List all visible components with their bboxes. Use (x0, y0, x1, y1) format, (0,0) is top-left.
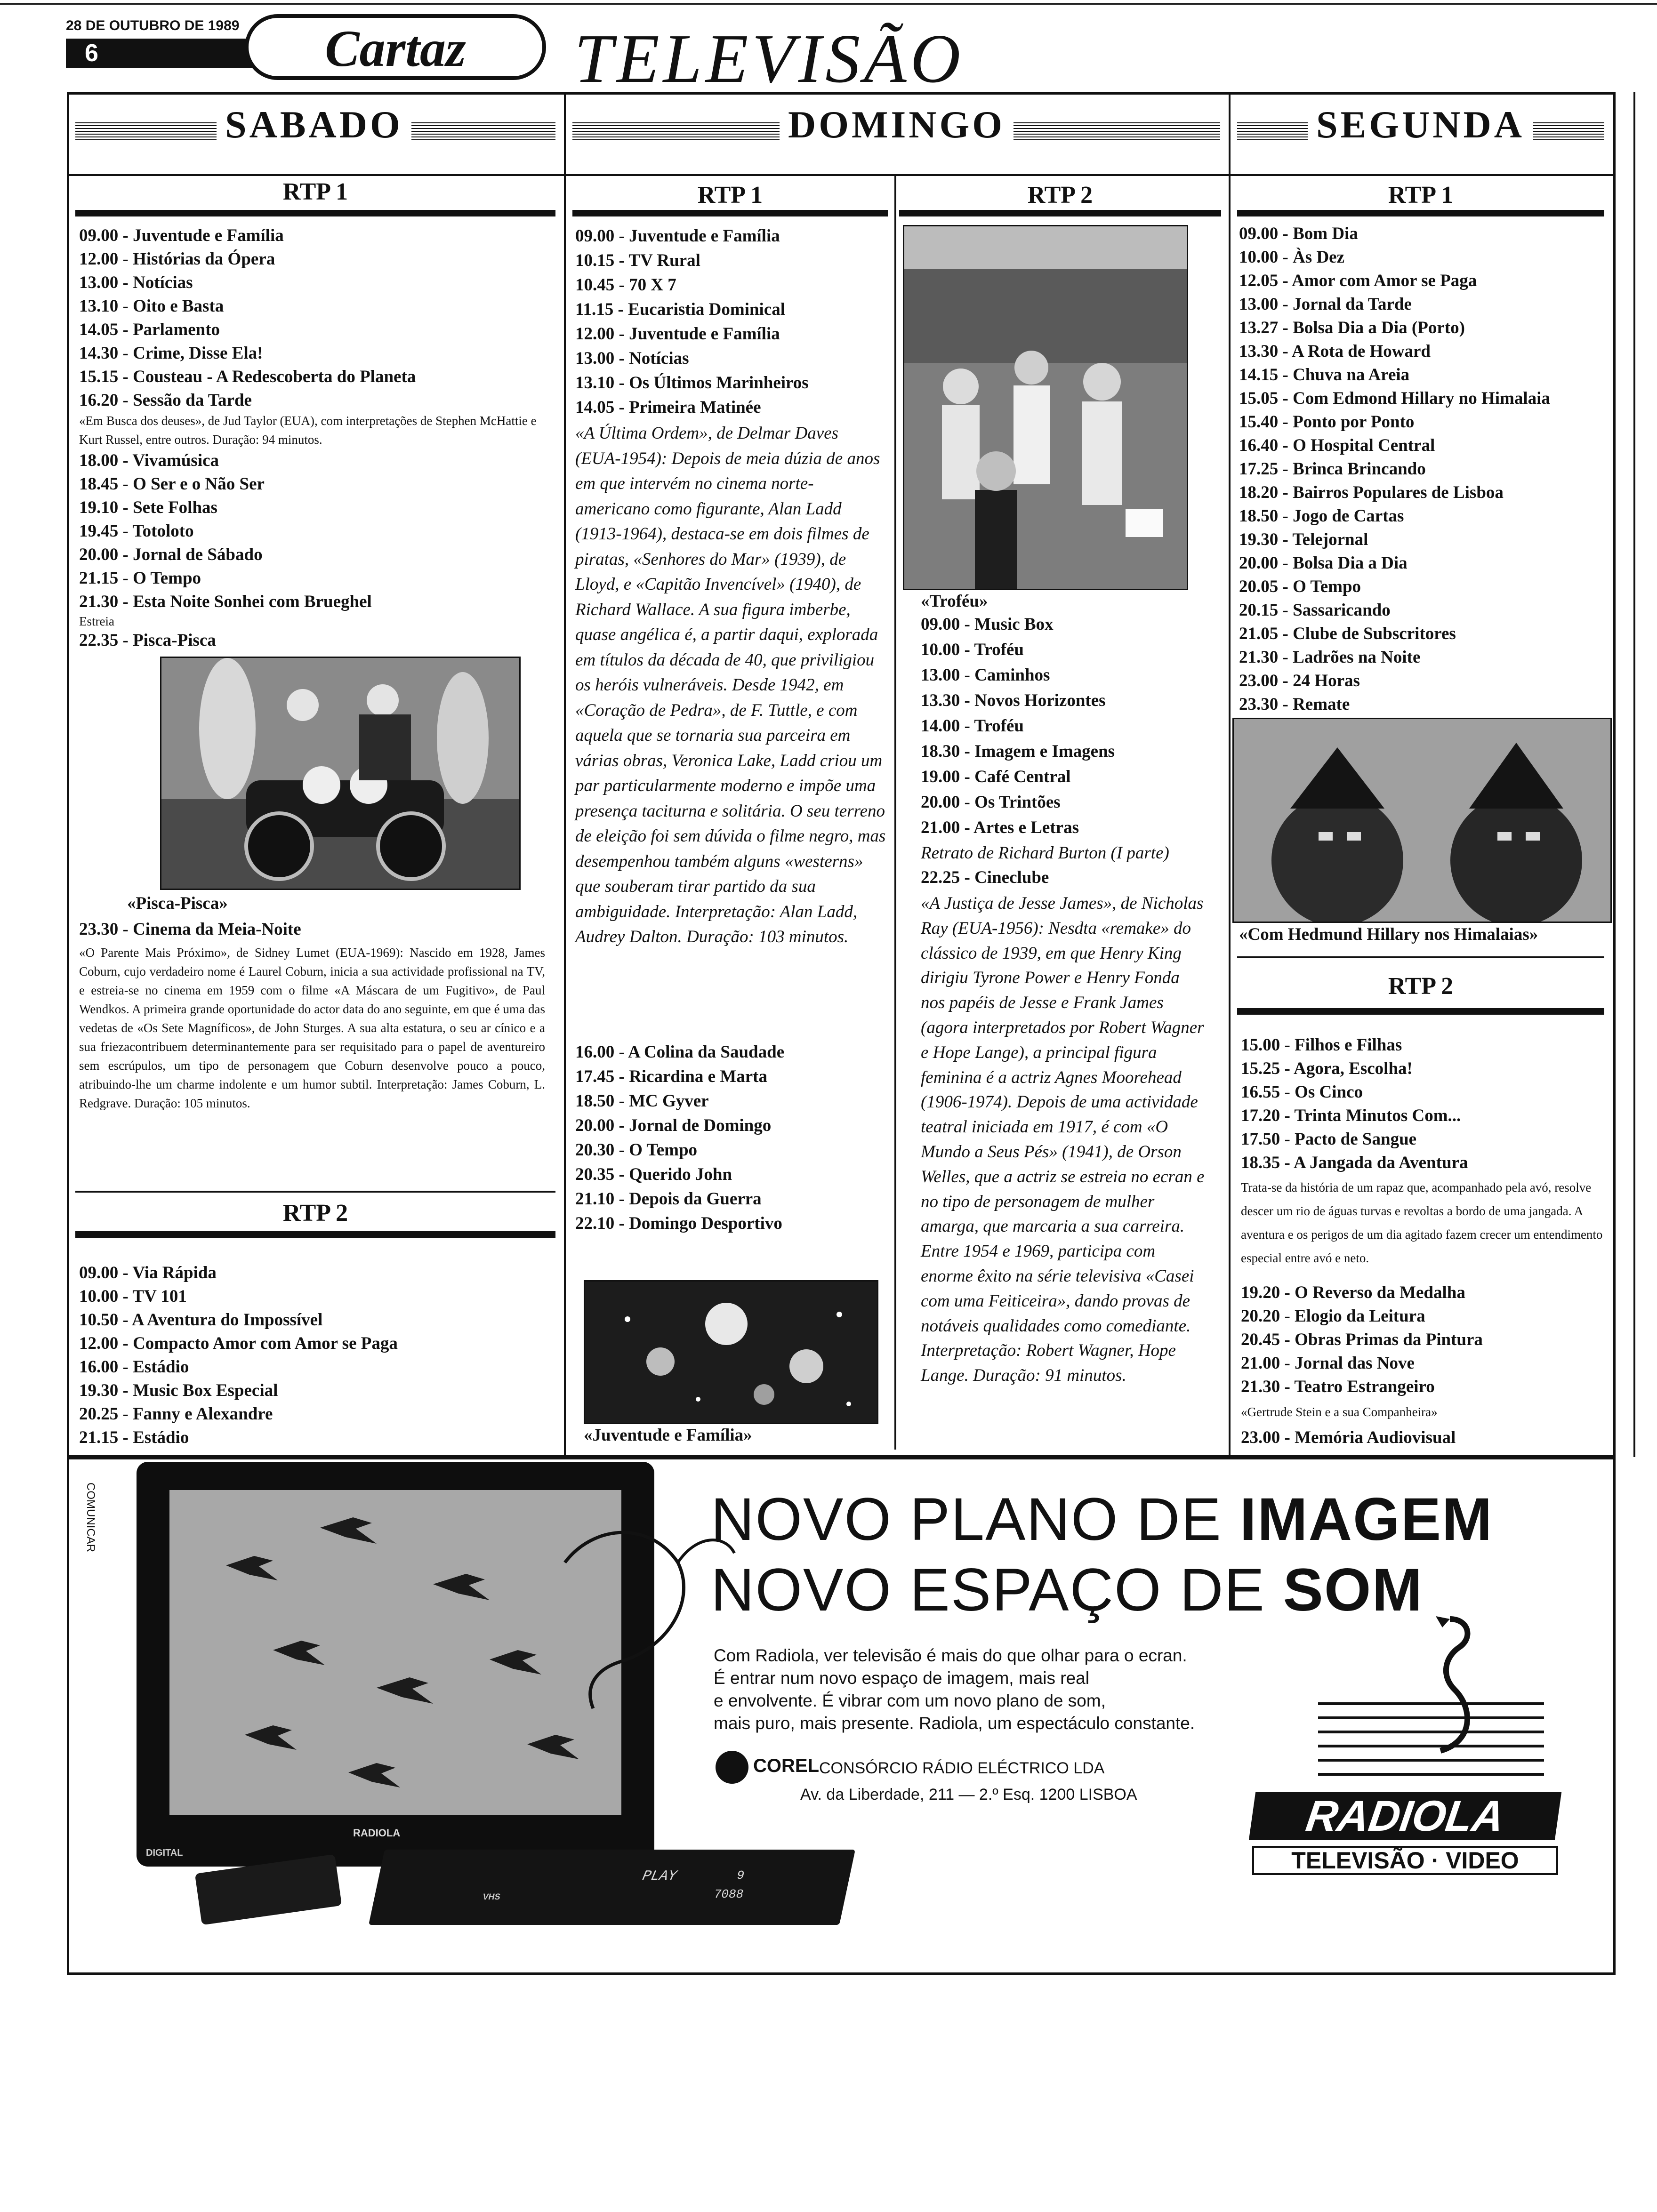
domingo-rtp1-label: RTP 1 (697, 182, 763, 208)
list-item: 13.00 - Jornal da Tarde (1239, 295, 1412, 314)
segunda-rtp2-note-a: Trata-se da história de um rapaz que, acompanhado pela avó, resolve descer um rio de águas turvas e revoltas a bordo de uma jangada. A aventura e os perigos de um dia agitado fazem crecer um entendimento especial entre avó e neto. (1241, 1180, 1603, 1265)
headline2-bold: SOM (1283, 1556, 1423, 1624)
segunda-rtp2-item-c: 23.00 - Memória Audiovisual (1241, 1428, 1456, 1447)
day-header-domingo (572, 99, 1220, 148)
pisca-pisca-caption: «Pisca-Pisca» (127, 894, 228, 913)
ad-headline-line1 (711, 1487, 1493, 1552)
domingo-rtp2-note-a: Retrato de Richard Burton (I parte) (921, 843, 1169, 863)
list-item: 16.55 - Os Cinco (1241, 1082, 1363, 1102)
radiola-tagline: TELEVISÃO · VIDEO (1252, 1846, 1558, 1875)
list-item: 09.00 - Via Rápida (79, 1263, 217, 1282)
day-header-rule (67, 174, 1616, 176)
ad-body-line: mais puro, mais presente. Radiola, um espectáculo constante. (714, 1714, 1195, 1733)
list-item: 16.00 - A Colina da Saudade (575, 1042, 785, 1062)
list-item: 09.00 - Juventude e Família (575, 226, 780, 246)
list-item: 12.00 - Juventude e Família (575, 324, 780, 344)
list-item: 21.00 - Artes e Letras (921, 818, 1079, 837)
channel-bar (75, 1231, 555, 1238)
channel-bar (899, 210, 1221, 216)
list-item: 22.10 - Domingo Desportivo (575, 1214, 782, 1233)
segunda-rtp2-note-b: «Gertrude Stein e a sua Companheira» (1241, 1405, 1438, 1419)
list-item: 13.00 - Notícias (79, 273, 193, 292)
list-item: 21.15 - Estádio (79, 1428, 189, 1447)
ad-body-copy (714, 1644, 1195, 1735)
list-item: 15.25 - Agora, Escolha! (1241, 1059, 1413, 1078)
list-item: 21.00 - Jornal das Nove (1241, 1354, 1415, 1373)
list-item: 10.15 - TV Rural (575, 251, 700, 270)
list-item: 10.00 - TV 101 (79, 1287, 187, 1306)
list-item: 13.30 - A Rota de Howard (1239, 342, 1431, 361)
domingo-rtp1-list-b (575, 1040, 891, 1236)
list-item: 14.05 - Primeira Matinée (575, 398, 761, 417)
list-item: 19.45 - Totoloto (79, 521, 194, 541)
marathon-runners-scene (904, 226, 1187, 589)
corel-address: Av. da Liberdade, 211 — 2.º Esq. 1200 LISBOA (800, 1786, 1137, 1803)
domingo-rtp1-note-a: «A Última Ordem», de Delmar Daves (EUA-1954): Depois de meia dúzia de anos em que intervém no cinema norte-americano como figurante, Alan Ladd (1913-1964), destaca-se em dois filmes de piratas, «Senhores do Mar» (1939), de Lloyd, e «Capitão Invencível» (1940), de Richard Wallace. A sua figura imberbe, quase angélica é, a partir daqui, explorada em títulos da década de 40, que priviligiou os heróis vulneráveis. Desde 1942, em «Coração de Pedra», de F. Tuttle, e com aquela que se tornaria sua parceira em várias obras, Veronica Lake, Ladd criou um par particularmente moderno e impõe uma presença taciturna e solitária. O seu terreno de eleição foi sem dúvida o filme negro, mas desempenhou também alguns «westerns» que souberam tirar partido da sua ambiguidade. Interpretação: Alan Ladd, Audrey Dalton. Duração: 103 minutos. (575, 424, 886, 946)
headline1-regular: NOVO PLANO DE (711, 1486, 1240, 1553)
domingo-rtp2-list-a (921, 612, 1222, 841)
himalaya-portraits (1234, 719, 1610, 922)
list-item: 09.00 - Bom Dia (1239, 224, 1358, 243)
segunda-rtp2-label: RTP 2 (1388, 973, 1454, 1000)
list-item: 18.35 - A Jangada da Aventura (1241, 1153, 1468, 1172)
list-item: 17.50 - Pacto de Sangue (1241, 1130, 1417, 1149)
trofeu-photo (903, 225, 1188, 590)
list-item: 18.20 - Bairros Populares de Lisboa (1239, 483, 1504, 502)
ad-body-line: e envolvente. É vibrar com um novo plano de som, (714, 1691, 1106, 1710)
list-item: 23.30 - Remate (1239, 695, 1350, 714)
next-column-edge (1633, 92, 1635, 1457)
tv-brand-label: RADIOLA (353, 1827, 401, 1839)
list-item: 09.00 - Music Box (921, 615, 1054, 634)
list-item: 19.10 - Sete Folhas (79, 498, 217, 517)
column-divider-1 (564, 92, 566, 1457)
ad-agency-label: COMUNICAR (84, 1483, 97, 1552)
vcr-display-channel: 9 (735, 1868, 746, 1883)
sabado-rtp1-item-c: 22.35 - Pisca-Pisca (79, 631, 216, 650)
vcr-brand-label: VHS (482, 1892, 501, 1901)
day-name-segunda: SEGUNDA (1308, 103, 1533, 147)
sabado-rtp1-note-a: «Em Busca dos deuses», de Jud Taylor (EUA), com interpretações de Stephen McHattie e Kurt Russel, entre outros. Duração: 94 minutos. (79, 414, 537, 447)
list-item: 18.30 - Imagem e Imagens (921, 742, 1115, 761)
list-item: 17.25 - Brinca Brincando (1239, 459, 1426, 479)
list-item: 23.00 - 24 Horas (1239, 671, 1360, 690)
segunda-rtp1-label: RTP 1 (1388, 182, 1454, 208)
list-item: 20.30 - O Tempo (575, 1140, 698, 1160)
day-header-sabado (75, 99, 555, 148)
radiola-brand: RADIOLA (1249, 1792, 1561, 1840)
list-item: 10.00 - Troféu (921, 640, 1024, 659)
list-item: 20.25 - Fanny e Alexandre (79, 1404, 273, 1424)
list-item: 10.50 - A Aventura do Impossível (79, 1310, 323, 1330)
list-item: 21.10 - Depois da Guerra (575, 1189, 762, 1209)
vcr-unit (369, 1850, 855, 1925)
list-item: 19.20 - O Reverso da Medalha (1241, 1283, 1465, 1302)
list-item: 19.30 - Music Box Especial (79, 1381, 278, 1400)
tv-screen (169, 1490, 621, 1815)
pisca-pisca-photo (160, 657, 521, 890)
list-item: 15.15 - Cousteau - A Redescoberta do Planeta (79, 367, 416, 386)
list-item: 14.05 - Parlamento (79, 320, 220, 339)
hillary-caption: «Com Hedmund Hillary nos Himalaias» (1239, 925, 1538, 944)
list-item: 21.30 - Esta Noite Sonhei com Brueghel (79, 592, 372, 611)
list-item: 20.00 - Bolsa Dia a Dia (1239, 553, 1408, 573)
channel-bar (1237, 1008, 1604, 1015)
day-name-sabado: SABADO (217, 103, 411, 147)
domingo-inner-divider (894, 174, 896, 1450)
list-item: 12.00 - Compacto Amor com Amor se Paga (79, 1334, 398, 1353)
channel-bar (572, 210, 888, 216)
section-title: TELEVISÃO (574, 20, 965, 97)
list-item: 13.27 - Bolsa Dia a Dia (Porto) (1239, 318, 1465, 337)
headline1-bold: IMAGEM (1239, 1486, 1493, 1553)
list-item: 11.15 - Eucaristia Dominical (575, 300, 786, 319)
list-item: 20.00 - Jornal de Domingo (575, 1116, 772, 1135)
segunda-rtp1-list (1239, 222, 1611, 716)
headline2-regular: NOVO ESPAÇO DE (711, 1556, 1283, 1624)
sabado-rtp1-list-b (79, 449, 555, 614)
column-divider-2 (1229, 92, 1231, 1457)
domingo-rtp1-list-a (575, 224, 891, 420)
segunda-rtp2-list-a (1241, 1034, 1608, 1175)
list-item: 09.00 - Juventude e Família (79, 226, 284, 245)
estreia-label: Estreia (79, 614, 114, 628)
list-item: 15.05 - Com Edmond Hillary no Himalaia (1239, 389, 1550, 408)
domingo-rtp2-item-b: 22.25 - Cineclube (921, 868, 1049, 887)
list-item: 18.50 - Jogo de Cartas (1239, 506, 1404, 526)
vcr-display-counter: 7088 (712, 1887, 745, 1901)
page-number: 6 (66, 39, 301, 68)
list-item: 13.30 - Novos Horizontes (921, 691, 1106, 710)
juventude-familia-caption: «Juventude e Família» (584, 1426, 752, 1445)
list-item: 21.15 - O Tempo (79, 569, 201, 588)
list-item: 16.20 - Sessão da Tarde (79, 391, 252, 410)
list-item: 20.15 - Sassaricando (1239, 601, 1391, 620)
list-item: 18.45 - O Ser e o Não Ser (79, 474, 265, 494)
list-item: 20.05 - O Tempo (1239, 577, 1361, 596)
list-item: 12.00 - Histórias da Ópera (79, 249, 275, 269)
list-item: 19.30 - Telejornal (1239, 530, 1368, 549)
cartoon-space-illustration (585, 1282, 877, 1423)
sabado-rtp2-list (79, 1261, 555, 1450)
list-item: 14.15 - Chuva na Areia (1239, 365, 1410, 385)
sabado-rtp2-label: RTP 2 (282, 1200, 348, 1226)
list-item: 21.05 - Clube de Subscritores (1239, 624, 1456, 643)
list-item: 17.20 - Trinta Minutos Com... (1241, 1106, 1461, 1125)
list-item: 13.10 - Oito e Basta (79, 297, 224, 316)
segunda-section-rule (1237, 956, 1604, 958)
list-item: 18.50 - MC Gyver (575, 1091, 709, 1111)
sabado-rtp1-list-a (79, 224, 555, 412)
cartaz-logo: Cartaz (245, 14, 546, 80)
corel-logo-text: COREL (753, 1755, 819, 1776)
list-item: 21.30 - Teatro Estrangeiro (1241, 1377, 1435, 1396)
tv-model-label: DIGITAL (146, 1848, 183, 1858)
sabado-rtp1-label: RTP 1 (282, 178, 348, 205)
sabado-rtp1-note-d: «O Parente Mais Próximo», de Sidney Lumet (EUA-1969): Nascido em 1928, James Coburn, cujo verdadeiro nome é Laurel Coburn, inicia a sua actividade profissional na TV, e estreia-se no cinema em 1959 com o filme «A Máscara de um Fugitivo», de Paul Wendkos. A primeira grande oportunidade do actor data do ano seguinte, em que é uma das vedetas de «Os Sete Magníficos», de John Sturges. A sua alta estatura, o seu ar cínico e a sua friezacontribuem determinantemente para ser requisitado para o papel de aventureiro sem escrúpulos, um tipo de personagem que Coburn desenvolve pouco a pouco, atribuindo-lhe um charme indolente e um humor subtil. Interpretação: James Coburn, L. Redgrave. Duração: 105 minutos. (79, 946, 545, 1110)
list-item: 17.45 - Ricardina e Marta (575, 1067, 767, 1086)
top-rule (0, 3, 1657, 5)
vcr-display-mode: PLAY (641, 1868, 678, 1884)
list-item: 13.10 - Os Últimos Marinheiros (575, 373, 809, 393)
radiola-flamingo-emblem (1299, 1610, 1563, 1793)
list-item: 16.00 - Estádio (79, 1357, 189, 1377)
domingo-rtp2-label: RTP 2 (1027, 182, 1093, 208)
domingo-rtp2-note-b: «A Justiça de Jesse James», de Nicholas Ray (EUA-1956): Nesdta «remake» do clássico de 1939, em que Henry King dirigiu Tyrone Power e Henry Fonda nos papéis de Jesse e Frank James (agora interpretados por Robert Wagner e Hope Lange), a principal figura feminina é a actriz Agnes Moorehead (1906-1974). Depois de uma actividade teatral iniciada em 1917, é com «O Mundo a Seus Pés» (1941), de Orson Welles, que a actriz se estreia no ecran e no tipo de personagem de mulher amarga, que marcaria a sua carreira. Entre 1954 e 1969, participa com enorme êxito na série televisiva «Casei com uma Feiticeira», dando provas de notáveis qualidades como comediante. Interpretação: Robert Wagner, Hope Lange. Duração: 91 minutos. (921, 894, 1205, 1386)
day-name-domingo: DOMINGO (780, 103, 1014, 147)
list-item: 20.00 - Os Trintões (921, 793, 1061, 812)
channel-bar (1237, 210, 1604, 216)
list-item: 13.00 - Notícias (575, 349, 689, 368)
sabado-section-rule (75, 1191, 555, 1193)
list-item: 20.00 - Jornal de Sábado (79, 545, 263, 564)
list-item: 19.00 - Café Central (921, 767, 1071, 786)
list-item: 10.45 - 70 X 7 (575, 275, 676, 295)
channel-bar (75, 210, 555, 216)
list-item: 16.40 - O Hospital Central (1239, 436, 1435, 455)
segunda-rtp2-list-b (1241, 1281, 1608, 1399)
list-item: 18.00 - Vivamúsica (79, 451, 219, 470)
list-item: 21.30 - Ladrões na Noite (1239, 648, 1421, 667)
issue-date: 28 DE OUTUBRO DE 1989 (66, 18, 240, 33)
list-item: 14.00 - Troféu (921, 716, 1024, 736)
sabado-rtp1-item-d: 23.30 - Cinema da Meia-Noite (79, 920, 301, 939)
list-item: 10.00 - Às Dez (1239, 248, 1345, 267)
day-header-segunda (1237, 99, 1604, 148)
list-item: 13.00 - Caminhos (921, 665, 1050, 685)
list-item: 20.20 - Elogio da Leitura (1241, 1306, 1425, 1326)
flamingo-flock-image (169, 1490, 621, 1815)
juventude-familia-photo (584, 1280, 878, 1424)
ad-body-line: Com Radiola, ver televisão é mais do que olhar para o ecran. (714, 1646, 1187, 1665)
list-item: 20.35 - Querido John (575, 1165, 732, 1184)
corel-logo-icon (716, 1751, 748, 1784)
trofeu-caption: «Troféu» (921, 592, 988, 611)
ad-body-line: É entrar num novo espaço de imagem, mais real (714, 1668, 1089, 1688)
hillary-photo (1232, 718, 1612, 923)
list-item: 20.45 - Obras Primas da Pintura (1241, 1330, 1483, 1349)
list-item: 15.00 - Filhos e Filhas (1241, 1035, 1402, 1055)
corel-company-name: CONSÓRCIO RÁDIO ELÉCTRICO LDA (819, 1759, 1105, 1777)
list-item: 12.05 - Amor com Amor se Paga (1239, 271, 1477, 290)
list-item: 14.30 - Crime, Disse Ela! (79, 344, 263, 363)
list-item: 15.40 - Ponto por Ponto (1239, 412, 1415, 432)
vintage-car-scene (161, 658, 519, 889)
